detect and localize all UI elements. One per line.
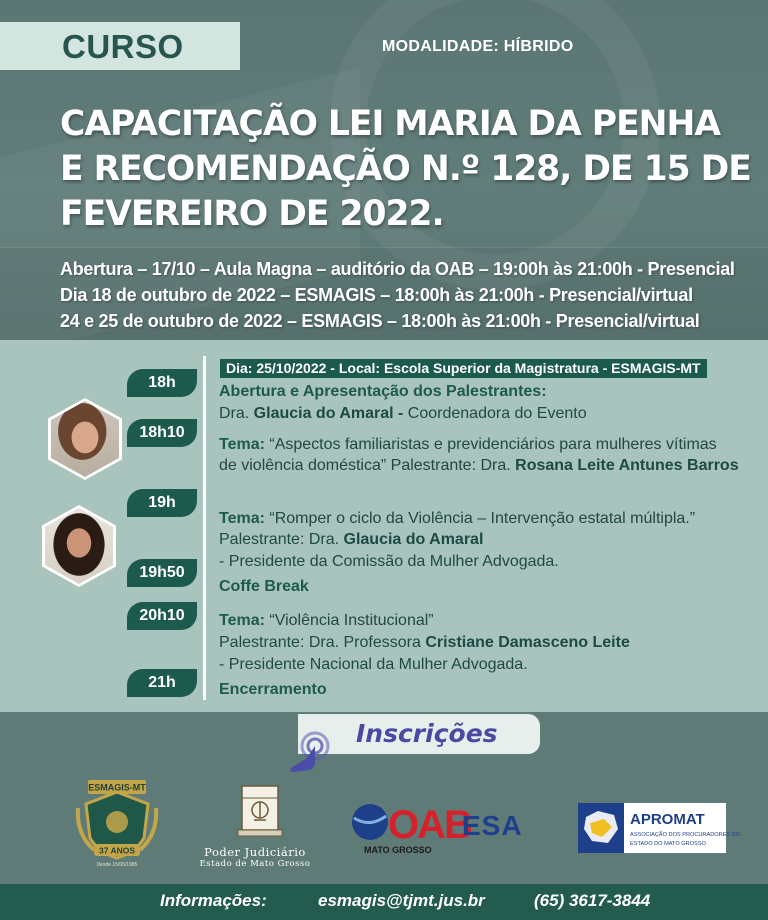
break-label: Coffe Break — [219, 578, 309, 595]
event-opening-title — [219, 381, 547, 402]
date-line: Abertura – 17/10 – Aula Magna – auditório da OAB – 19:00h às 21:00h - Presencial — [60, 259, 735, 279]
phone-link[interactable]: (65) 3617-3844 — [534, 891, 651, 910]
speaker-prefix: Palestrante: Dra. — [219, 531, 344, 548]
speaker-portrait-image — [45, 508, 113, 584]
talk-title: “Violência Institucional” — [264, 612, 434, 629]
event-talk2-line2 — [219, 529, 483, 550]
speaker-role: - Presidente Nacional da Mulher Advogada. — [219, 656, 528, 673]
title-line: E RECOMENDAÇÃO N.º 128, DE 15 DE — [60, 149, 751, 189]
time-badge: 18h10 — [127, 419, 197, 447]
page-title — [60, 102, 760, 237]
event-coffee-break — [219, 576, 309, 597]
time-badge: 19h — [127, 489, 197, 517]
time-badge: 21h — [127, 669, 197, 697]
closing-label: Encerramento — [219, 681, 327, 698]
esmagis-logo — [74, 778, 160, 870]
esa-logo-text: ESA — [462, 810, 523, 841]
judiciary-emblem — [232, 780, 288, 840]
title-line: CAPACITAÇÃO LEI MARIA DA PENHA — [60, 104, 721, 144]
course-dates — [60, 256, 760, 334]
talk-title: “Romper o ciclo da Violência – Intervenção estatal múltipla.” — [264, 510, 696, 527]
date-location-tag: Dia: 25/10/2022 - Local: Escola Superior da Magistratura - ESMAGIS-MT — [220, 359, 707, 378]
speaker-role: Coordenadora do Evento — [403, 405, 587, 422]
tema-label: Tema: — [219, 510, 265, 527]
speaker-portrait-image — [51, 401, 119, 477]
event-talk3-line3 — [219, 654, 528, 675]
judiciary-line2: Estado de Mato Grosso — [199, 859, 311, 869]
course-label: CURSO — [62, 28, 184, 65]
esmagis-since: Desde 15/05/1985 — [96, 862, 138, 868]
time-badge: 19h50 — [127, 559, 197, 587]
title-line: FEVEREIRO DE 2022. — [60, 194, 444, 234]
event-talk2-line1 — [219, 508, 695, 529]
event-talk3-line1 — [219, 610, 434, 631]
event-talk1-line2 — [219, 455, 739, 476]
apromat-sub1: ASSOCIAÇÃO DOS PROCURADORES DO — [630, 832, 741, 838]
registration-label[interactable]: Inscrições — [356, 719, 498, 748]
touch-icon — [285, 728, 335, 774]
event-title-text: Abertura e Apresentação dos Palestrantes: — [219, 383, 547, 400]
time-badge: 18h — [127, 369, 197, 397]
event-opening-coordinator — [219, 403, 587, 424]
speaker-name: Glaucia do Amaral — [343, 531, 484, 548]
esmagis-years: 37 ANOS — [98, 845, 136, 856]
speaker-role: - Presidente da Comissão da Mulher Advogada. — [219, 553, 559, 570]
svg-text:OAB: OAB — [388, 803, 471, 847]
tema-label: Tema: — [219, 436, 265, 453]
talk-title: de violência doméstica” Palestrante: Dra. — [219, 457, 516, 474]
timeline-line — [203, 356, 206, 700]
oab-subtitle: MATO GROSSO — [364, 845, 432, 855]
speaker-name: Rosana Leite Antunes Barros — [515, 457, 739, 474]
judiciary-line1: Poder Judiciário — [204, 845, 306, 859]
event-talk1-line1 — [219, 434, 717, 455]
judiciary-logo-text — [190, 845, 320, 869]
info-label: Informações: — [160, 891, 267, 910]
speaker-prefix: Dra. — [219, 405, 254, 422]
talk-title: “Aspectos familiaristas e previdenciários para mulheres vítimas — [264, 436, 717, 453]
speaker-name: Glaucia do Amaral - — [253, 405, 404, 422]
tema-label: Tema: — [219, 612, 265, 629]
apromat-logo — [578, 803, 741, 853]
time-badge: 20h10 — [127, 602, 197, 630]
apromat-sub2: ESTADO DO MATO GROSSO — [630, 841, 706, 847]
event-closing — [219, 679, 327, 700]
event-talk3-line2 — [219, 632, 630, 653]
speaker-name: Cristiane Damasceno Leite — [425, 634, 630, 651]
date-line: 24 e 25 de outubro de 2022 – ESMAGIS – 18:00h às 21:00h - Presencial/virtual — [60, 311, 700, 331]
apromat-name: APROMAT — [630, 811, 705, 828]
email-link[interactable]: esmagis@tjmt.jus.br — [318, 891, 485, 910]
esmagis-name: ESMAGIS-MT — [88, 782, 146, 793]
modality-label: MODALIDADE: HÍBRIDO — [382, 38, 574, 55]
speaker-prefix: Palestrante: Dra. Professora — [219, 634, 426, 651]
oab-logo — [350, 798, 471, 856]
date-line: Dia 18 de outubro de 2022 – ESMAGIS – 18:00h às 21:00h - Presencial/virtual — [60, 285, 693, 305]
event-talk2-line3 — [219, 551, 559, 572]
